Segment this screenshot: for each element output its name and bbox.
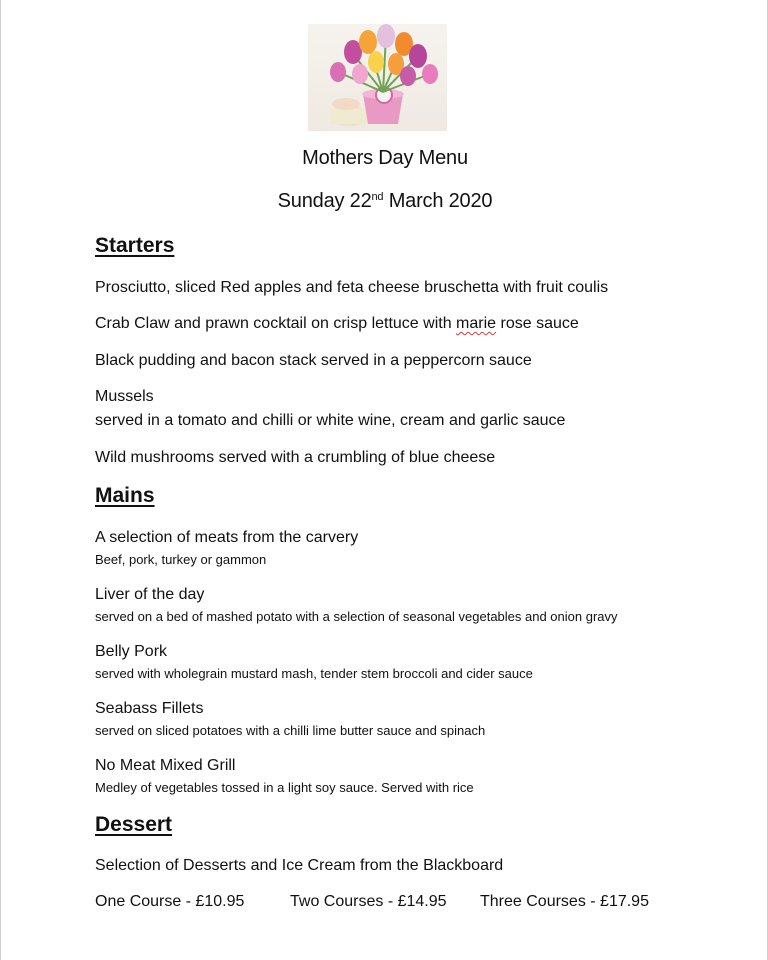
price-three-courses: Three Courses - £17.95	[480, 893, 649, 910]
dessert-item: Selection of Desserts and Ice Cream from the Blackboard	[95, 857, 504, 874]
price-one-course: One Course - £10.95	[95, 893, 245, 910]
mains-heading: Mains	[95, 484, 155, 507]
main-item-desc: served with wholegrain mustard mash, tender stem broccoli and cider sauce	[95, 666, 533, 681]
starters-heading: Starters	[95, 234, 175, 257]
starter-item: Black pudding and bacon stack served in a peppercorn sauce	[95, 352, 532, 369]
main-item-desc: served on sliced potatoes with a chilli lime butter sauce and spinach	[95, 723, 486, 738]
main-item-name: Seabass Fillets	[95, 700, 204, 717]
dessert-heading: Dessert	[95, 813, 173, 836]
main-item-name: Liver of the day	[95, 586, 205, 603]
menu-date: Sunday 22nd March 2020	[277, 190, 493, 212]
main-item-name: No Meat Mixed Grill	[95, 757, 236, 774]
price-two-courses: Two Courses - £14.95	[290, 893, 447, 910]
main-item-desc: served on a bed of mashed potato with a selection of seasonal vegetables and onion gravy	[95, 609, 618, 624]
main-item-desc: Beef, pork, turkey or gammon	[95, 552, 267, 567]
starter-item: Wild mushrooms served with a crumbling of blue cheese	[95, 449, 496, 466]
main-item-name: A selection of meats from the carvery	[95, 529, 359, 546]
menu-title: Mothers Day Menu	[302, 147, 468, 169]
starter-item: Prosciutto, sliced Red apples and feta cheese bruschetta with fruit coulis	[95, 279, 609, 296]
main-item-name: Belly Pork	[95, 643, 168, 660]
starter-item-desc: served in a tomato and chilli or white wine, cream and garlic sauce	[95, 412, 566, 429]
main-item-desc: Medley of vegetables tossed in a light soy sauce. Served with rice	[95, 780, 474, 795]
starter-item-title: Mussels	[95, 388, 154, 405]
starter-item: Crab Claw and prawn cocktail on crisp lettuce with marie rose sauce	[95, 315, 579, 332]
tulip-bouquet-icon	[308, 24, 447, 131]
flower-bouquet-image	[308, 24, 447, 131]
